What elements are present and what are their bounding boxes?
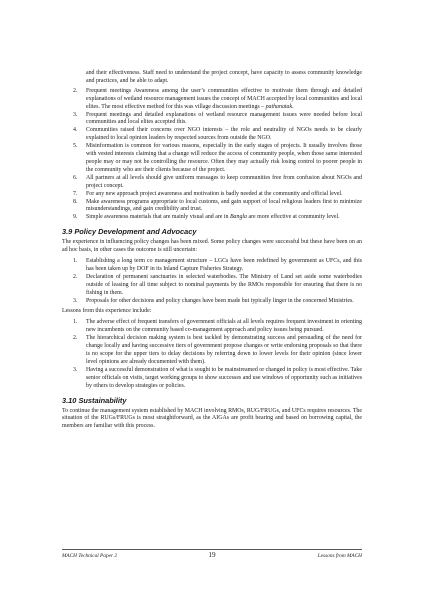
list-item-text: The adverse effect of frequent transfers of government officials at all levels requires frequent investment in orienting new incumbents on the community based co-management approach and policy issues being pursued. xyxy=(86,319,362,334)
list-item-emphasis: pathanatak xyxy=(265,103,293,110)
list-item xyxy=(73,198,362,215)
list-item xyxy=(73,127,362,143)
policy-lessons-list xyxy=(62,319,362,390)
awareness-lessons-list xyxy=(62,88,362,222)
list-item-number: 2. xyxy=(73,273,78,280)
list-item-tail: . xyxy=(292,103,294,110)
page-footer xyxy=(62,549,362,559)
list-item xyxy=(73,214,362,222)
list-item-number: 2. xyxy=(73,335,78,342)
section-3-10-intro: To continue the management system established by MACH involving RMOs, RUG/FRUGs, and UFCs requires resources. The situation of the RUGs/FRUGs is most straightforward, as the AIGAs are profit bearing and based on borrowing capital, the members are familiar with this process. xyxy=(62,407,362,430)
list-item-text: Communities raised their concerns over NGO interests – the role and neutrality of NGOs needs to be clearly explained to local opinion leaders by respected sources from outside the NGO. xyxy=(86,127,362,142)
list-item-number: 4. xyxy=(73,127,78,134)
list-item-text: For any new approach project awareness and motivation is badly needed at the community and official level. xyxy=(86,190,343,197)
list-item-text: The hierarchical decision making system is best tackled by demonstrating success and persuading of the need for change locally and having successive tiers of government propose changes or write endorsing proposals so that there is no scope for the upper tiers to delay decisions by referring down to lower levels for their opinion (since lower level opinions are already documented with them). xyxy=(86,335,362,365)
list-item-text: Declaration of permanent sanctuaries in selected waterbodies. The Ministry of Land set aside some waterbodies outside of leasing for all time subject to nominal payments by the RMOs responsible for ensuring that there is no fishing in them. xyxy=(86,273,362,296)
list-item-number: 1. xyxy=(73,319,78,326)
page-number: 19 xyxy=(208,551,216,559)
list-item-number: 1. xyxy=(73,258,78,265)
list-item-text: Simple awareness materials that are mainly visual and are in xyxy=(86,214,230,221)
list-item-text: Frequent meetings and detailed explanations of wetland resource management issues were needed before local communities and local elites accepted this. xyxy=(86,111,362,126)
list-item-number: 6. xyxy=(73,174,78,181)
footer-paper-title: MACH Technical Paper 2 xyxy=(62,553,117,559)
list-item-number: 3. xyxy=(73,111,78,118)
list-item xyxy=(73,143,362,175)
continued-paragraph: and their effectiveness. Staff need to understand the project concept, have capacity to assess community knowledge and practices, and be able to adapt. xyxy=(86,70,362,84)
list-item-emphasis: Bangla xyxy=(229,214,247,221)
list-item xyxy=(73,258,362,274)
list-item xyxy=(73,297,362,306)
list-item-number: 3. xyxy=(73,366,78,373)
list-item-tail: are more effective at community level. xyxy=(246,214,340,221)
footer-section-title: Lessons from MACH xyxy=(317,553,362,559)
list-item xyxy=(73,190,362,199)
section-3-9-intro: The experience in influencing policy changes has been mixed. Some policy changes were successful but these have been on an ad hoc basis, in other cases the outcome is still uncertain: xyxy=(62,239,362,254)
list-item xyxy=(73,335,362,367)
section-heading-3-10: 3.10 Sustainability xyxy=(62,395,127,405)
page-content xyxy=(62,70,362,431)
list-item-text: Misinformation is common for various reasons, especially in the early stages of projects. It usually involves those with vested interests claiming that a change will reduce the access of community people, when those same interested people may or may not be controlling the resource. Often they may actually risk losing control to poorer people in the community who are their clients because of the project. xyxy=(86,143,362,173)
section-heading-3-9: 3.9 Policy Development and Advocacy xyxy=(62,227,197,237)
list-item xyxy=(73,319,362,335)
list-item-text: Proposals for other decisions and policy changes have been made but typically linger in the concerned Ministries. xyxy=(86,297,354,304)
list-item-number: 2. xyxy=(73,87,78,94)
list-item xyxy=(73,273,362,298)
list-item-number: 3. xyxy=(73,297,78,304)
list-item xyxy=(73,174,362,191)
list-item xyxy=(73,87,362,112)
list-item-text: Make awareness programs appropriate to local customs, and gain support of local religious leaders first to minimize misunderstandings, and gain credibility and trust. xyxy=(86,198,362,213)
list-item-number: 9. xyxy=(73,214,78,221)
list-item xyxy=(73,111,362,128)
list-item-number: 7. xyxy=(73,190,78,197)
list-item-text: Having a successful demonstration of what is sought to be mainstreamed or changed in policy is most effective. Take senior officials on visits, target working groups to show successes and use windows of opportunity such as initiatives by others to develop strategies or policies. xyxy=(86,366,362,389)
list-item-text: All partners at all levels should give uniform messages to keep communities free from confusion about NGOs and project concept. xyxy=(86,174,362,189)
lessons-intro: Lessons from this experience include: xyxy=(62,308,152,315)
list-item-number: 8. xyxy=(73,198,78,205)
list-item xyxy=(73,366,362,391)
list-item-text: Frequent meetings Awareness among the user’s communities effective to motivate them through and detailed explanations of wetland resource management issues the concept of MACH accepted by local communities and local elites. The most effective method for this was village discussion meetings – xyxy=(86,87,362,110)
policy-changes-list xyxy=(62,258,362,305)
list-item-text: Establishing a long term co management structure – LGCs have been redefined by government as UFCs, and this has been taken up by DOF in its Inland Capture Fisheries Strategy. xyxy=(86,258,362,272)
list-item-number: 5. xyxy=(73,143,78,150)
